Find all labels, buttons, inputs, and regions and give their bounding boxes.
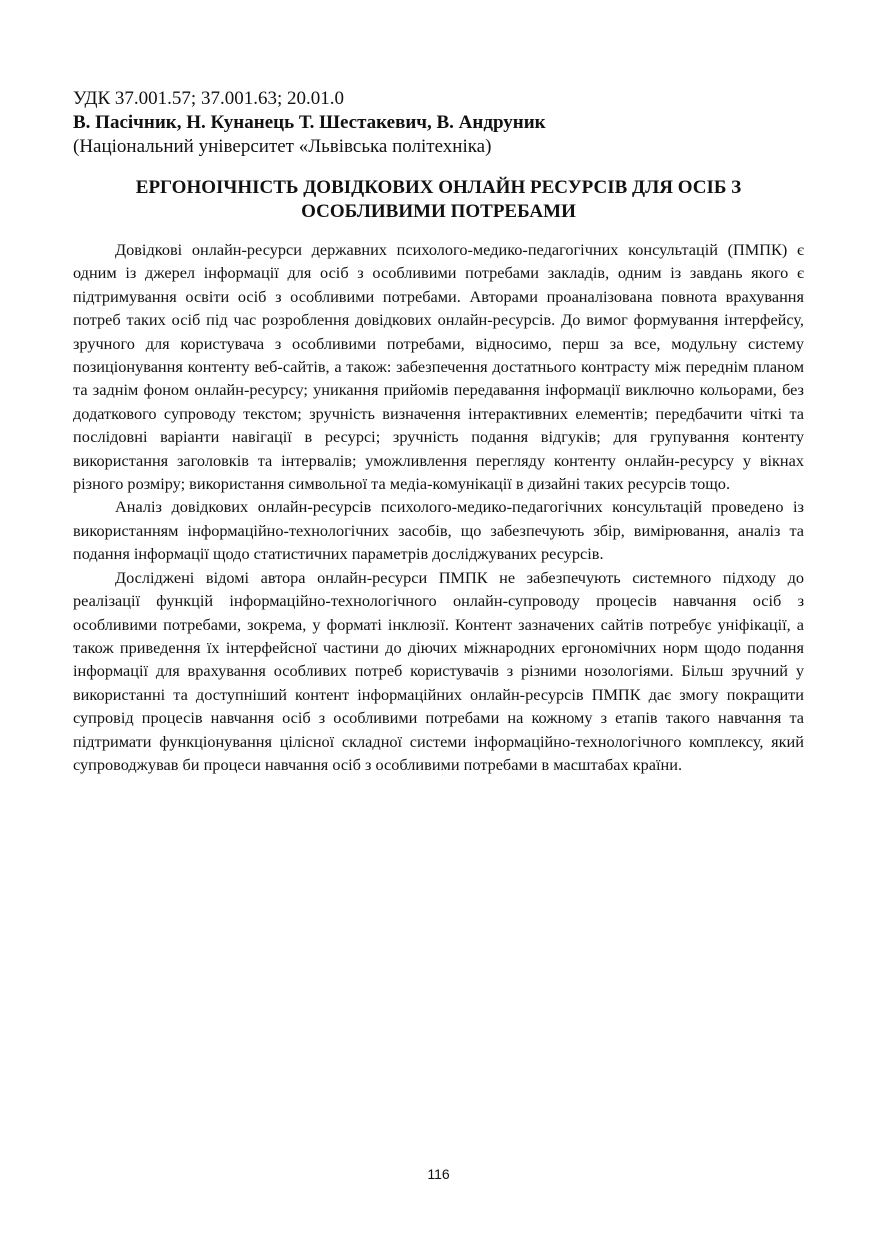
- article-header: [73, 87, 808, 159]
- article-body: [73, 238, 804, 776]
- page-number: 116: [427, 1166, 450, 1182]
- authors: В. Пасічник, Н. Кунанець Т. Шестакевич, В. Андруник: [73, 112, 546, 133]
- udc-code: УДК 37.001.57; 37.001.63; 20.01.0: [73, 88, 344, 109]
- paragraph: Аналіз довідкових онлайн-ресурсів психолого-медико-педагогічних консультацій проведено із використанням інформаційно-технологічних засобів, що забезпечують збір, вимірювання, аналіз та подання інформації щодо статистичних параметрів досліджуваних ресурсів.: [73, 497, 804, 564]
- affiliation: (Національний університет «Львівська політехніка): [73, 136, 492, 157]
- paragraph: Досліджені відомі автора онлайн-ресурси ПМПК не забезпечують системного підходу до реалізації функцій інформаційно-технологічного онлайн-супроводу процесів навчання осіб з особливими потребами, зокрема, у форматі інклюзії. Контент зазначених сайтів потребує уніфікації, а також приведення їх інтерфейсної частини до діючих міжнародних ергономічних норм щодо подання інформації для врахування особливих потреб користувачів з різними нозологіями. Більш зручний у використанні та доступніший контент інформаційних онлайн-ресурсів ПМПК дає змогу покращити супровід процесів навчання осіб з особливими потребами на кожному з етапів такого навчання та підтримати функціонування цілісної складної системи інформаційно-технологічного комплексу, який супроводжував би процеси навчання осіб з особливими потребами в масштабах країни.: [73, 567, 804, 774]
- article-title: ЕРГОНОІЧНІСТЬ ДОВІДКОВИХ ОНЛАЙН РЕСУРСІВ ДЛЯ ОСІБ З ОСОБЛИВИМИ ПОТРЕБАМИ: [135, 177, 742, 222]
- paragraph: Довідкові онлайн-ресурси державних психолого-медико-педагогічних консультацій (ПМПК) є одним із джерел інформації для осіб з особливими потребами закладів, одним із завдань якого є підтримування освіти осіб з особливими потребами. Авторами проаналізована повнота врахування потреб таких осіб під час розроблення довідкових онлайн-ресурсів. До вимог формування інтерфейсу, зручного для користувача з особливими потребами, відносимо, перш за все, модульну систему позиціонування контенту веб-сайтів, а також: забезпечення достатнього контрасту між переднім планом та заднім фоном онлайн-ресурсу; уникання прийомів передавання інформації виключно кольорами, без додаткового супроводу текстом; зручність визначення інтерактивних елементів; передбачити чіткі та послідовні варіанти навігації в ресурсі; зручність подання відгуків; для групування контенту використання заголовків та інтервалів; уможливлення перегляду контенту онлайн-ресурсу у вікнах різного розміру; використання символьної та медіа-комунікації в дизайні таких ресурсів тощо.: [73, 240, 804, 494]
